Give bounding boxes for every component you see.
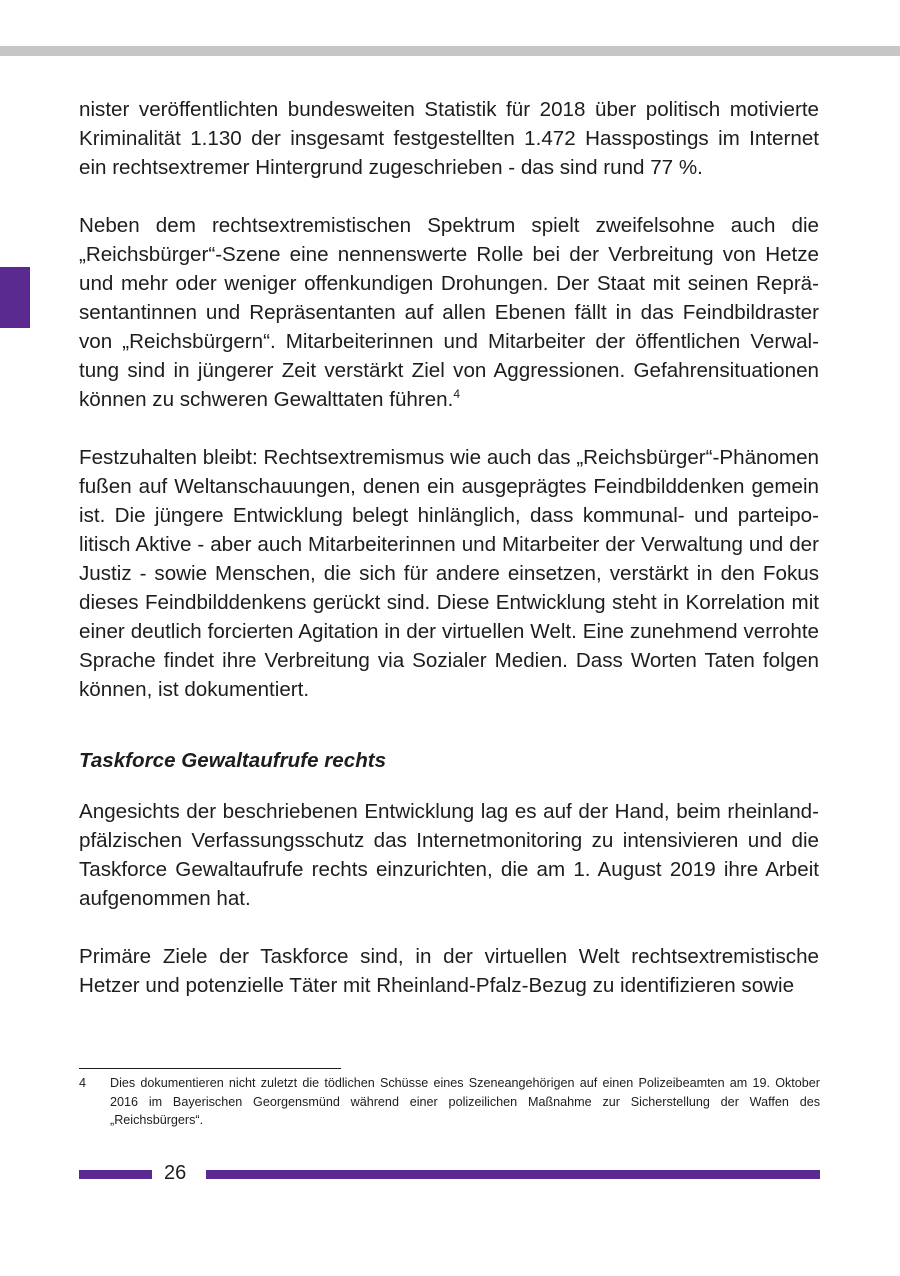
header-rule	[0, 46, 900, 56]
footer-bar-left	[79, 1170, 152, 1179]
footer-bar-right	[206, 1170, 820, 1179]
footnote	[79, 1074, 820, 1130]
footnote-divider	[79, 1068, 341, 1069]
footnote-number: 4	[79, 1076, 87, 1090]
chapter-tab-marker	[0, 267, 30, 328]
paragraph-3: Festzuhalten bleibt: Rechtsextremismus wie auch das „Reichsbürger“-Phänomen fußen auf Weltanschauungen, denen ein ausgeprägtes Feindbilddenken gemein ist. Die jüngere Entwicklung belegt hinlänglich, dass kommunal- und parteipolitisch Aktive - aber auch Mitarbeiterinnen und Mitarbeiter der Verwaltung und der Justiz - sowie Menschen, die sich für andere einsetzen, verstärkt in den Fokus dieses Feindbilddenkens gerückt sind. Diese Entwicklung steht in Korrelation mit einer deutlich forcierten Agitation in der virtuellen Welt. Eine zunehmend verrohte Sprache findet ihre Verbreitung via Sozialer Medien. Dass Worten Taten folgen können, ist dokumentiert.	[79, 446, 819, 701]
paragraph-2	[79, 211, 819, 414]
footnote-text: Dies dokumentieren nicht zuletzt die tödlichen Schüsse eines Szeneangehörigen auf einen Polizeibeamten am 19. Oktober 2016 im Bayerischen Georgensmünd während einer polizeilichen Maßnahme zur Sicherstellung der Waffen des „Reichsbürgers“.	[110, 1076, 820, 1127]
paragraph-2-text: Neben dem rechtsextremistischen Spektrum spielt zweifelsohne auch die „Reichsbürger“-Szene eine nennenswerte Rolle bei der Verbreitung von Hetze und mehr oder weniger offenkundigen Drohungen. Der Staat mit seinen Repräsentantinnen und Repräsentanten auf allen Ebenen fällt in das Feindbildraster von „Reichsbürgern“. Mitarbeiterinnen und Mitarbeiter der öffentlichen Verwaltung sind in jüngerer Zeit verstärkt Ziel von Aggressionen. Gefahrensituationen können zu schweren Gewalttaten führen.	[79, 214, 819, 411]
paragraph-4: Angesichts der beschriebenen Entwicklung lag es auf der Hand, beim rheinland-pfälzischen Verfassungsschutz das Internetmonitoring zu intensivieren und die Taskforce Gewaltaufrufe rechts einzurichten, die am 1. August 2019 ihre Arbeit aufgenommen hat.	[79, 800, 819, 910]
footnote-reference[interactable]: 4	[453, 387, 461, 402]
page-body	[79, 95, 819, 1000]
section-heading: Taskforce Gewaltaufrufe rechts	[79, 749, 387, 772]
paragraph-1: nister veröffentlichten bundesweiten Statistik für 2018 über politisch motivierte Kriminalität 1.130 der insgesamt festgestellten 1.472 Hasspostings im Internet ein rechtsextremer Hintergrund zugeschrieben - das sind rund 77 %.	[79, 98, 819, 179]
page-number: 26	[164, 1162, 187, 1184]
paragraph-5: Primäre Ziele der Taskforce sind, in der virtuellen Welt rechtsextremistische Hetzer und potenzielle Täter mit Rheinland-Pfalz-Bezug zu identifizieren sowie	[79, 945, 819, 997]
